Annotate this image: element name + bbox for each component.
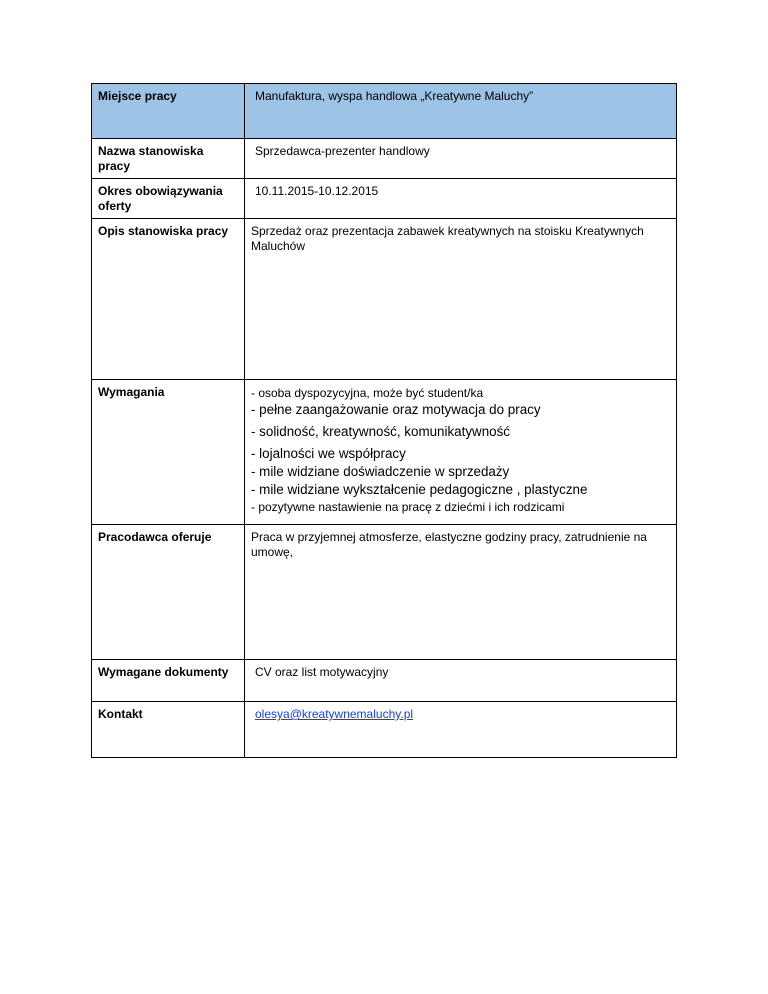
row-employer-offers — [92, 525, 677, 660]
row-required-documents — [92, 660, 677, 702]
label-contact: Kontakt — [98, 707, 143, 721]
value-cell — [245, 525, 677, 660]
requirement-item: - lojalności we współpracy — [251, 446, 406, 461]
label-cell — [92, 525, 245, 660]
row-workplace — [92, 84, 677, 139]
row-contact — [92, 702, 677, 758]
contact-email-link[interactable]: olesya@kreatywnemaluchy.pl — [255, 707, 414, 721]
value-cell — [245, 219, 677, 380]
value-employer-offers: Praca w przyjemnej atmosferze, elastyczne godziny pracy, zatrudnienie na umowę, — [251, 530, 647, 559]
value-required-documents: CV oraz list motywacyjny — [255, 665, 389, 679]
label-workplace: Miejsce pracy — [98, 89, 177, 103]
label-cell — [92, 702, 245, 758]
value-cell — [245, 702, 677, 758]
label-cell — [92, 84, 245, 139]
value-cell — [245, 139, 677, 179]
label-position-description: Opis stanowiska pracy — [98, 224, 229, 238]
label-cell — [92, 219, 245, 380]
label-employer-offers: Pracodawca oferuje — [98, 530, 212, 544]
row-offer-period — [92, 179, 677, 219]
value-position-description: Sprzedaż oraz prezentacja zabawek kreatywnych na stoisku Kreatywnych Maluchów — [251, 224, 644, 253]
label-cell — [92, 380, 245, 525]
label-requirements: Wymagania — [98, 385, 165, 399]
value-cell — [245, 84, 677, 139]
value-workplace: Manufaktura, wyspa handlowa „Kreatywne Maluchy” — [255, 89, 534, 103]
label-offer-period: Okres obowiązywania oferty — [98, 184, 223, 213]
row-position-description — [92, 219, 677, 380]
requirement-item: - osoba dyspozycyjna, może być student/ka — [251, 386, 484, 400]
requirement-item: - pozytywne nastawienie na pracę z dziećmi i ich rodzicami — [251, 500, 565, 514]
label-cell — [92, 179, 245, 219]
label-position-name: Nazwa stanowiska pracy — [98, 144, 204, 173]
label-cell — [92, 660, 245, 702]
job-offer-table — [91, 83, 677, 758]
value-cell — [245, 380, 677, 525]
requirement-item: - mile widziane wykształcenie pedagogiczne , plastyczne — [251, 482, 588, 497]
value-cell — [245, 179, 677, 219]
requirement-item: - mile widziane doświadczenie w sprzedaży — [251, 464, 510, 479]
value-position-name: Sprzedawca-prezenter handlowy — [255, 144, 430, 158]
row-position-name — [92, 139, 677, 179]
label-required-documents: Wymagane dokumenty — [98, 665, 229, 679]
value-cell — [245, 660, 677, 702]
label-cell — [92, 139, 245, 179]
requirement-item: - pełne zaangażowanie oraz motywacja do pracy — [251, 402, 541, 417]
row-requirements — [92, 380, 677, 525]
requirement-item: - solidność, kreatywność, komunikatywność — [251, 424, 510, 439]
value-offer-period: 10.11.2015-10.12.2015 — [255, 184, 379, 198]
